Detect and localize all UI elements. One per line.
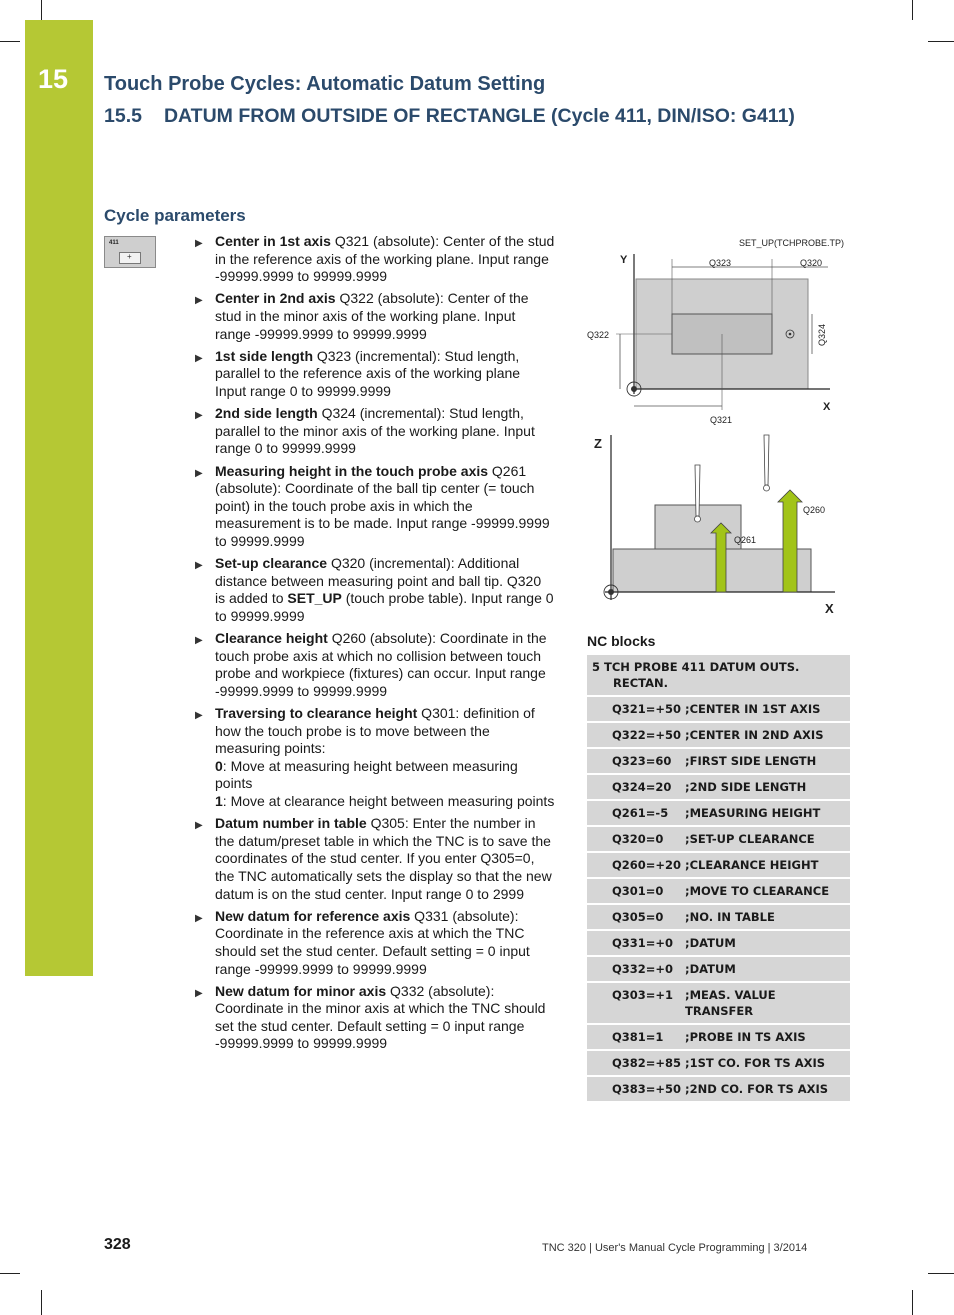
param-name: Datum number in table (215, 815, 367, 832)
param-q322 (195, 290, 555, 343)
table-row (587, 905, 850, 931)
crop-mark (41, 1290, 42, 1315)
table-row (587, 697, 850, 723)
probe-stylus-1 (695, 465, 700, 516)
section-title (104, 105, 795, 128)
base-block (613, 549, 811, 592)
nc-header-row (587, 655, 850, 697)
param-desc: Q322 (absolute): Center of the stud in the minor axis of the working plane. Input range -99999.9999 to 99999.9999 (215, 290, 529, 342)
param-desc: Q261 (absolute): Coordinate of the ball tip center (= touch point) in the touch probe axis in which the measurement is to be made. Input range -99999.9999 to 99999.9999 (215, 462, 550, 549)
chapter-title: Touch Probe Cycles: Automatic Datum Setting (104, 73, 546, 95)
xy-plane-diagram (582, 234, 854, 430)
nc-header (592, 659, 799, 691)
bullet-arrow-icon: ▶ (195, 987, 203, 999)
nc-comment: ;CLEARANCE HEIGHT (685, 858, 819, 872)
probe-ball-1 (695, 516, 701, 522)
crop-mark (928, 1273, 954, 1274)
nc-code: Q324=20 (612, 780, 672, 794)
option-text: : Move at clearance height between measuring points (222, 792, 555, 809)
nc-comment: ;CENTER IN 2ND AXIS (685, 728, 824, 742)
param-name: 2nd side length (215, 405, 318, 422)
param-name: Measuring height in the touch probe axis (215, 462, 489, 479)
param-q301 (195, 705, 555, 811)
page-footer: TNC 320 | User's Manual Cycle Programming | 3/2014 (542, 1242, 808, 1254)
crop-mark (0, 41, 20, 42)
nc-header-line1: 5 TCH PROBE 411 DATUM OUTS. (592, 660, 800, 674)
nc-code: Q261=-5 (612, 806, 669, 820)
option-key: 1 (215, 792, 223, 809)
table-row (587, 931, 850, 957)
param-desc: Q331 (absolute): Coordinate in the reference axis at which the TNC should set the stud center. Default setting = 0 input range -99999.9999 to 99999.9999 (215, 907, 530, 977)
table-row (587, 801, 850, 827)
table-row (587, 749, 850, 775)
section-name: DATUM FROM OUTSIDE OF RECTANGLE (Cycle 411, DIN/ISO: G411) (163, 105, 795, 127)
nc-comment: ;NO. IN TABLE (685, 910, 775, 924)
nc-blocks-table (587, 655, 850, 1103)
set-up-label: SET_UP(TCHPROBE.TP) (739, 238, 845, 248)
param-desc: Q332 (absolute): Coordinate in the minor axis at which the TNC should set the stud center. Default setting = 0 input range -99999.9999 to 99999.9999 (215, 982, 546, 1052)
table-row (587, 879, 850, 905)
nc-code: Q381=1 (612, 1030, 664, 1044)
param-q324 (195, 405, 555, 458)
xz-side-diagram (590, 430, 850, 620)
q323-label: Q323 (709, 258, 732, 268)
param-q261 (195, 463, 555, 551)
param-name: 1st side length (215, 347, 314, 364)
datum-origin-inner (608, 589, 614, 595)
param-q323 (195, 348, 555, 401)
nc-code: Q321=+50 (612, 702, 682, 716)
nc-comment: ;2ND SIDE LENGTH (685, 780, 807, 794)
crop-mark (41, 0, 42, 20)
z-axis-label: Z (594, 436, 602, 451)
nc-comment: ;FIRST SIDE LENGTH (685, 754, 817, 768)
param-name: Clearance height (215, 630, 328, 647)
nc-code: Q323=60 (612, 754, 672, 768)
nc-code: Q332=+0 (612, 962, 674, 976)
nc-code: Q383=+50 (612, 1082, 682, 1096)
page-number: 328 (104, 1236, 131, 1253)
bullet-arrow-icon: ▶ (195, 635, 203, 647)
x-axis-label: X (823, 401, 831, 413)
param-q331 (195, 908, 555, 978)
nc-blocks-heading: NC blocks (587, 633, 656, 649)
table-row (587, 1025, 850, 1051)
param-name: Center in 1st axis (215, 233, 331, 249)
table-row (587, 827, 850, 853)
param-keyword: SET_UP (287, 590, 342, 607)
q320-label: Q320 (800, 258, 823, 268)
probe-ball-2 (764, 485, 770, 491)
param-name: Traversing to clearance height (215, 705, 418, 721)
param-desc: Q305: Enter the number in the datum/preset table in which the TNC is to save the coordinates of the stud center. If you enter Q305=0, the TNC automatically sets the display so that the new datum is on the stud center. Input range 0 to 2999 (215, 815, 552, 902)
chapter-number: 15 (37, 64, 69, 94)
q324-label: Q324 (817, 323, 827, 346)
nc-code: Q260=+20 (612, 858, 682, 872)
table-row (587, 1051, 850, 1077)
option-text: : Move at measuring height between measuring points (215, 757, 518, 792)
param-desc: Q323 (incremental): Stud length, parallel to the reference axis of the working plane Input range 0 to 99999.9999 (215, 347, 521, 399)
nc-comment: ;CENTER IN 1ST AXIS (685, 702, 821, 716)
nc-comment: ;2ND CO. FOR TS AXIS (685, 1082, 829, 1096)
table-row (587, 853, 850, 879)
param-name: New datum for minor axis (215, 982, 387, 999)
nc-code: Q320=0 (612, 832, 664, 846)
option-key: 0 (215, 757, 223, 774)
param-q260 (195, 630, 555, 700)
bullet-arrow-icon: ▶ (195, 912, 203, 924)
cycle-parameters-heading: Cycle parameters (104, 206, 246, 225)
nc-code: Q303=+1 (612, 988, 674, 1002)
nc-comment: ;DATUM (685, 962, 736, 976)
nc-comment: ;MEASURING HEIGHT (685, 806, 821, 820)
bullet-arrow-icon: ▶ (195, 820, 203, 832)
x-axis-label: X (825, 601, 834, 616)
softkey-label: 411 (109, 240, 119, 246)
y-axis-label: Y (620, 254, 628, 266)
q261-label: Q261 (734, 535, 757, 545)
chapter-sidebar (25, 20, 93, 976)
nc-code: Q305=0 (612, 910, 664, 924)
q322-label: Q322 (587, 330, 610, 340)
crop-mark (928, 41, 954, 42)
section-number: 15.5 (104, 105, 142, 127)
probe-position-dot (789, 333, 792, 336)
param-desc: Q321 (absolute): Center of the stud in the reference axis of the working plane. Input range -99999.9999 to 99999.9999 (215, 233, 555, 285)
nc-comment: ;MEAS. VALUE TRANSFER (685, 988, 776, 1018)
param-q320 (195, 555, 555, 625)
table-row (587, 775, 850, 801)
q260-label: Q260 (803, 505, 826, 515)
nc-code: Q331=+0 (612, 936, 674, 950)
param-desc: Q260 (absolute): Coordinate in the touch probe axis at which no collision between touch probe and workpiece (fixtures) can occur. Input range -99999.9999 to 99999.9999 (215, 630, 547, 699)
table-row (587, 983, 850, 1025)
param-name: Center in 2nd axis (215, 290, 336, 307)
bullet-arrow-icon: ▶ (195, 238, 203, 249)
nc-comment: ;1ST CO. FOR TS AXIS (685, 1056, 826, 1070)
nc-code: Q322=+50 (612, 728, 682, 742)
table-row (587, 1077, 850, 1103)
nc-comment: ;SET-UP CLEARANCE (685, 832, 815, 846)
nc-code: Q382=+85 (612, 1056, 682, 1070)
nc-comment: ;MOVE TO CLEARANCE (685, 884, 830, 898)
param-desc: Q301: definition of how the touch probe is to move between the measuring points: (215, 705, 535, 757)
nc-comment: ;DATUM (685, 936, 736, 950)
crop-mark (0, 1273, 20, 1274)
param-desc: Q320 (incremental): Additional distance between measuring point and ball tip. Q320 is added to (215, 555, 542, 607)
bullet-arrow-icon: ▶ (195, 295, 203, 307)
option-0 (215, 758, 555, 793)
bullet-arrow-icon: ▶ (195, 410, 203, 422)
param-desc: Q324 (incremental): Stud length, parallel to the minor axis of the working plane. Input range 0 to 99999.9999 (215, 405, 535, 457)
bullet-arrow-icon: ▶ (195, 352, 203, 364)
param-desc-cont: (touch probe table). Input range 0 to 99999.9999 (215, 590, 554, 624)
table-row (587, 723, 850, 749)
crop-mark (912, 1290, 913, 1315)
parameter-list (195, 233, 555, 1058)
datum-origin-inner (631, 386, 637, 392)
table-row (587, 957, 850, 983)
param-q305 (195, 815, 555, 903)
param-name: New datum for reference axis (215, 907, 411, 924)
probe-stylus-2 (764, 435, 769, 485)
nc-header-line2: RECTAN. (613, 676, 668, 690)
cycle-411-softkey-icon (104, 236, 156, 268)
nc-comment: ;PROBE IN TS AXIS (685, 1030, 806, 1044)
softkey-plus-icon: + (127, 252, 132, 261)
param-q332 (195, 983, 555, 1053)
param-name: Set-up clearance (215, 555, 328, 572)
bullet-arrow-icon: ▶ (195, 710, 203, 721)
param-q321 (195, 233, 555, 286)
nc-code: Q301=0 (612, 884, 664, 898)
bullet-arrow-icon: ▶ (195, 560, 203, 572)
option-1 (215, 793, 555, 811)
crop-mark (912, 0, 913, 20)
bullet-arrow-icon: ▶ (195, 467, 203, 479)
q321-label: Q321 (710, 415, 733, 425)
